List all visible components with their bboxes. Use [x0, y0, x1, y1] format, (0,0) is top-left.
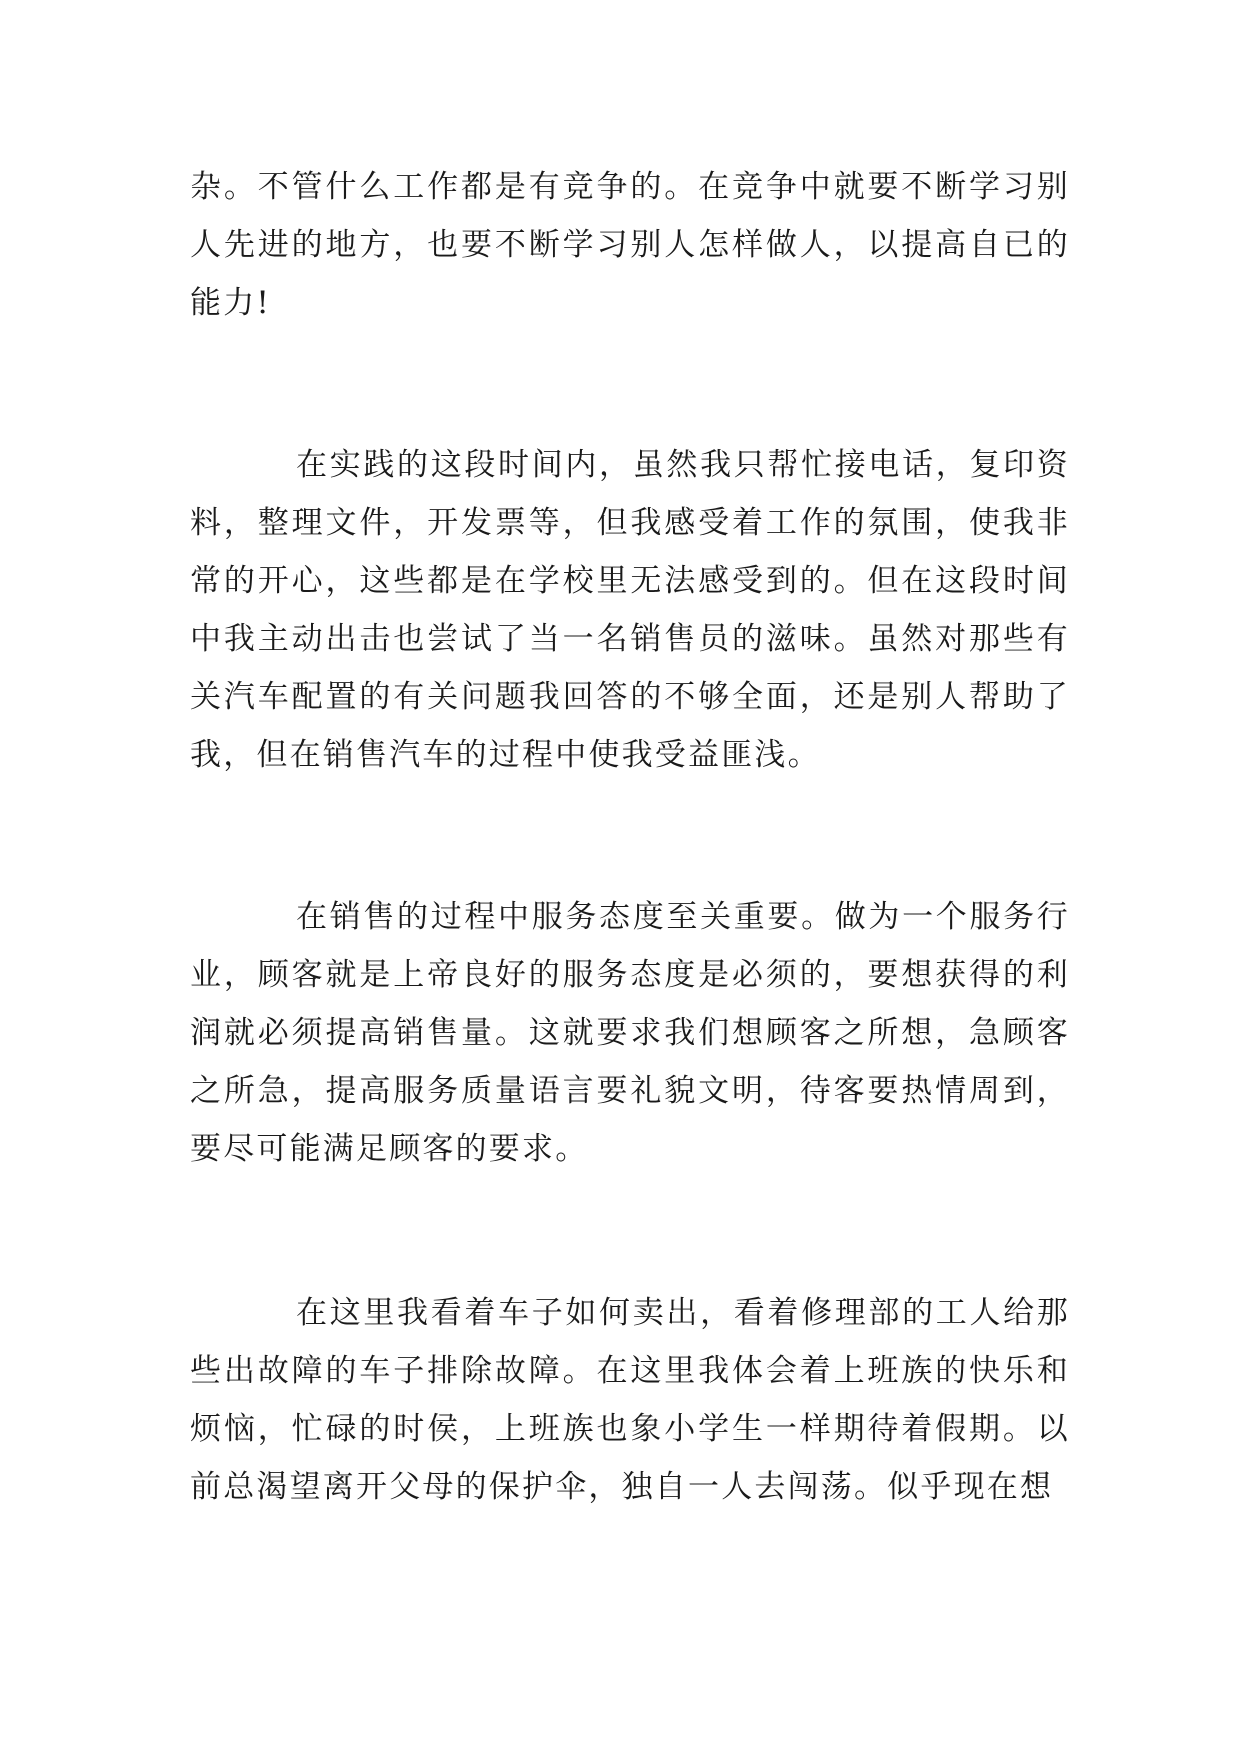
- paragraph-continuation: 杂。不管什么工作都是有竞争的。在竞争中就要不断学习别人先进的地方，也要不断学习别人怎样做人，以提高自已的能力!: [190, 169, 1070, 321]
- document-body: [190, 158, 1070, 1516]
- paragraph-service-attitude: 在销售的过程中服务态度至关重要。做为一个服务行业，顾客就是上帝良好的服务态度是必须的，要想获得的利润就必须提高销售量。这就要求我们想顾客之所想，急顾客之所急，提高服务质量语言要礼貌文明，待客要热情周到，要尽可能满足顾客的要求。: [190, 899, 1070, 1167]
- paragraph-reflection: 在这里我看着车子如何卖出，看着修理部的工人给那些出故障的车子排除故障。在这里我体会着上班族的快乐和烦恼，忙碌的时侯，上班族也象小学生一样期待着假期。以前总渴望离开父母的保护伞，独自一人去闯荡。似乎现在想: [190, 1295, 1070, 1505]
- paragraph-practice-experience: 在实践的这段时间内，虽然我只帮忙接电话，复印资料，整理文件，开发票等，但我感受着工作的氛围，使我非常的开心，这些都是在学校里无法感受到的。但在这段时间中我主动出击也尝试了当一名销售员的滋味。虽然对那些有关汽车配置的有关问题我回答的不够全面，还是别人帮助了我，但在销售汽车的过程中使我受益匪浅。: [190, 447, 1070, 773]
